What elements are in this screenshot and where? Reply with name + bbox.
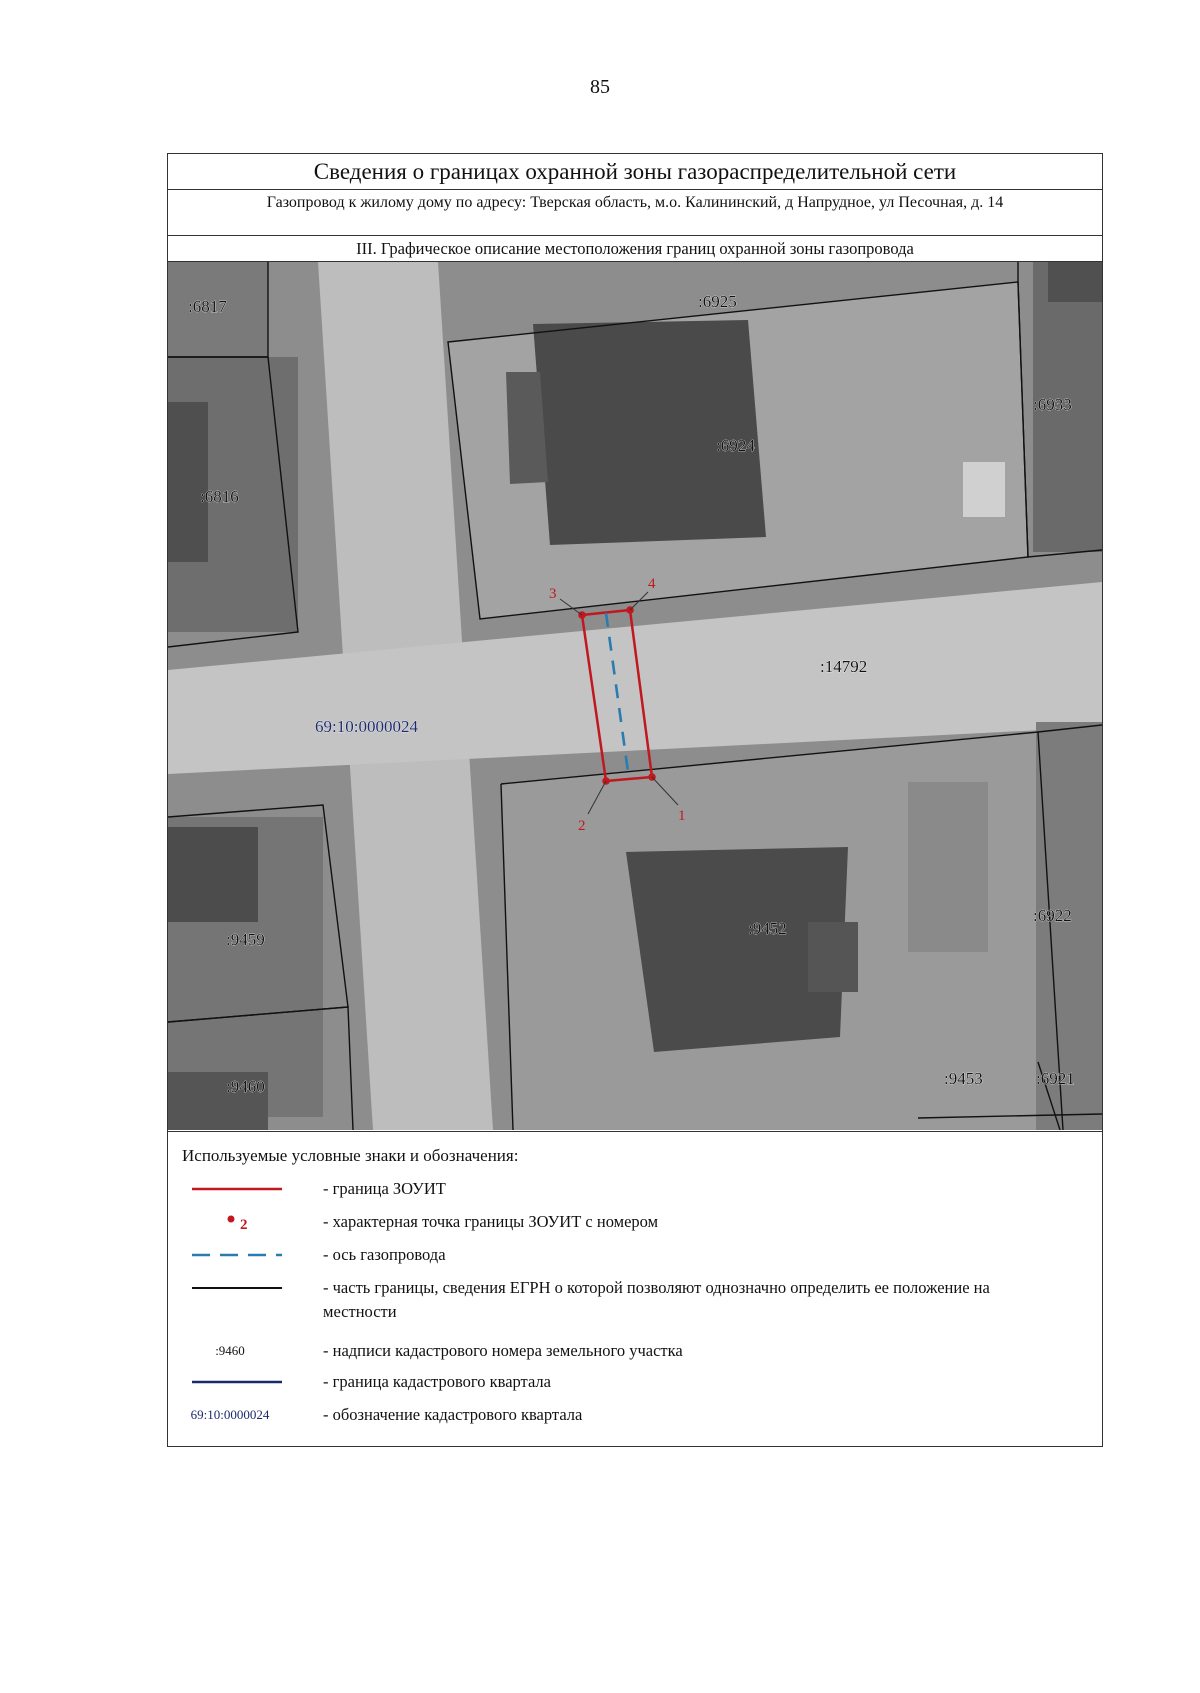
legend-text-zone-boundary: - граница ЗОУИТ (323, 1179, 446, 1198)
black-line-icon (182, 1273, 292, 1303)
legend-point-number: 2 (240, 1217, 248, 1233)
section-title: III. Графическое описание местоположения границ охранной зоны газопровода (168, 236, 1102, 262)
aerial-map (168, 262, 1102, 1132)
point-label-2: 2 (578, 818, 586, 834)
legend-item-zone-boundary (168, 1174, 1102, 1204)
outbuilding-9452 (908, 782, 988, 952)
legend-text-quarter-boundary: - граница кадастрового квартала (323, 1372, 551, 1391)
legend-code-quarter-label: 69:10:0000024 (190, 1407, 270, 1422)
legend-item-gas-axis (168, 1240, 1102, 1270)
quarter-label: 69:10:0000024 (315, 717, 418, 736)
shed-6924 (963, 462, 1005, 517)
red-point-icon (182, 1207, 292, 1237)
parcel-label-9453: :9453 (944, 1069, 983, 1088)
parcel-label-6933: :6933 (1033, 395, 1072, 414)
legend-item-quarter-label (168, 1400, 1102, 1430)
legend-text-parcel-label: - надписи кадастрового номера земельного участка (323, 1341, 683, 1360)
parcel-label-9452: :9452 (748, 919, 787, 938)
house-6924-roof (533, 320, 766, 545)
parcel-label-6816: :6816 (200, 487, 239, 506)
parcel-label-9460: :9460 (226, 1077, 265, 1096)
legend-text-parcel-boundary: - часть границы, сведения ЕГРН о которой позволяют однозначно определить ее положение на местности (323, 1278, 990, 1321)
house-6816-roof (168, 402, 208, 562)
house-9459-roof (168, 827, 258, 922)
legend-text-zone-point: - характерная точка границы ЗОУИТ с номером (323, 1212, 659, 1231)
navy-line-icon (182, 1367, 292, 1397)
page-number: 85 (590, 76, 610, 98)
parcel-label-6817: :6817 (188, 297, 227, 316)
parcel-label-6925: :6925 (698, 292, 737, 311)
point-label-1: 1 (678, 808, 686, 824)
parcel-label-6921: :6921 (1036, 1069, 1075, 1088)
house-6933-roof (1048, 262, 1102, 302)
point-label-4: 4 (648, 576, 656, 592)
legend-item-parcel-label (168, 1336, 1102, 1366)
blue-dashed-line-icon (182, 1240, 292, 1270)
legend-code-parcel-label: :9460 (215, 1343, 245, 1358)
parcel-label-6922: :6922 (1033, 906, 1072, 925)
legend-title: Используемые условные знаки и обозначения: (182, 1146, 519, 1165)
house-9452-bay (808, 922, 858, 992)
sheet-title: Сведения о границах охранной зоны газораспределительной сети (168, 154, 1102, 190)
legend-text-gas-axis: - ось газопровода (323, 1245, 446, 1264)
legend-text-quarter-label: - обозначение кадастрового квартала (323, 1405, 583, 1424)
map-canvas (168, 262, 1102, 1130)
parcel-label-9459: :9459 (226, 930, 265, 949)
legend-item-quarter-boundary (168, 1367, 1102, 1397)
point-label-3: 3 (549, 586, 557, 602)
legend-item-zone-point (168, 1207, 1102, 1237)
legend-item-parcel-boundary (168, 1273, 1102, 1321)
object-description: Газопровод к жилому дому по адресу: Тверская область, м.о. Калининский, д Напрудное, ул Песочная, д. 14 (168, 190, 1102, 236)
zone-description-sheet (167, 153, 1103, 1447)
parcel-label-14792: :14792 (820, 657, 868, 676)
parcel-label-6924: :6924 (716, 436, 755, 455)
red-line-icon (182, 1174, 292, 1204)
